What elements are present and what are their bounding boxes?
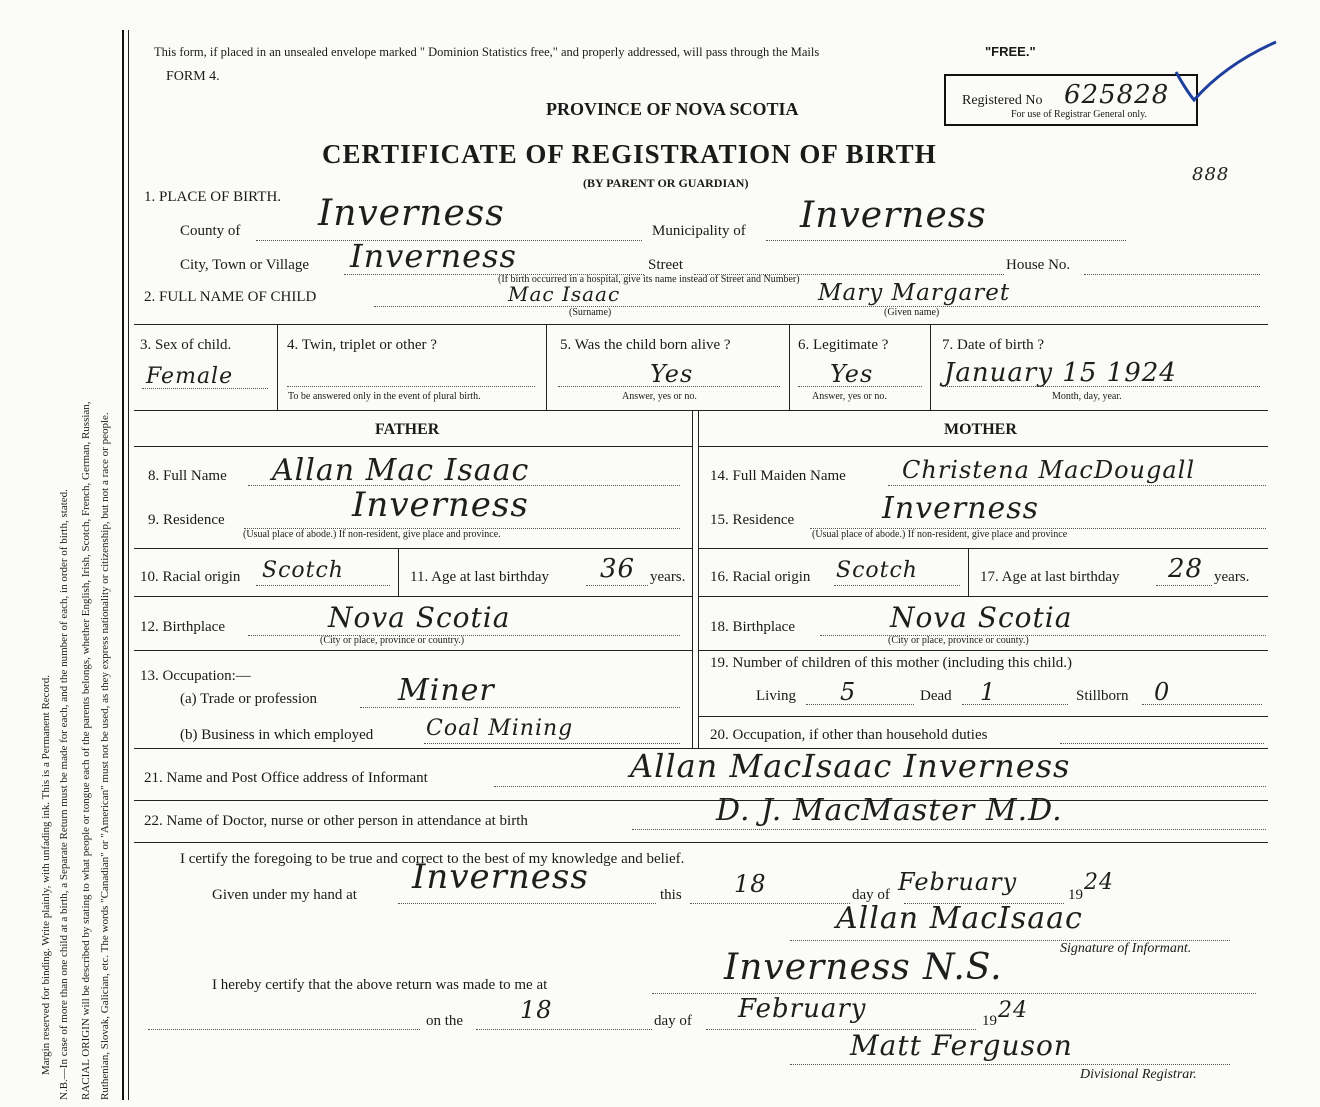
given-day: 18 bbox=[734, 870, 767, 898]
this-label: this bbox=[660, 887, 682, 903]
municipality-label: Municipality of bbox=[652, 223, 746, 239]
city-label: City, Town or Village bbox=[180, 257, 310, 273]
mother-residence: Inverness bbox=[882, 491, 1040, 526]
mother-race-label: 16. Racial origin bbox=[710, 569, 811, 585]
father-res-label: 9. Residence bbox=[148, 512, 225, 528]
registered-number: 625828 bbox=[1064, 80, 1170, 110]
father-birthplace-label: 12. Birthplace bbox=[140, 619, 225, 635]
city-value: Inverness bbox=[350, 237, 517, 275]
given-place: Inverness bbox=[412, 857, 589, 897]
living-value: 5 bbox=[840, 678, 857, 706]
page-title: CERTIFICATE OF REGISTRATION OF BIRTH bbox=[322, 139, 937, 169]
mother-age: 28 bbox=[1168, 554, 1204, 584]
given-year-prefix: 19 bbox=[1068, 887, 1083, 903]
children-label: 19. Number of children of this mother (including this child.) bbox=[710, 655, 1073, 671]
margin-line-1: Margin reserved for binding. Write plainly, with unfading ink. This is a Permanent Record. bbox=[40, 675, 52, 1075]
sex-value: Female bbox=[146, 364, 234, 389]
registrar-day: 18 bbox=[520, 996, 553, 1024]
living-label: Living bbox=[756, 688, 796, 704]
mother-birthplace-label: 18. Birthplace bbox=[710, 619, 795, 635]
father-birthplace-note: (City or place, province or country.) bbox=[320, 635, 465, 646]
corner-mark: 888 bbox=[1192, 164, 1230, 185]
informant-value: Allan MacIsaac Inverness bbox=[630, 747, 1071, 785]
doctor-value: D. J. MacMaster M.D. bbox=[716, 793, 1063, 828]
registered-label: Registered No bbox=[962, 93, 1043, 108]
alive-note: Answer, yes or no. bbox=[622, 391, 697, 402]
given-caption: (Given name) bbox=[884, 307, 940, 318]
legit-note: Answer, yes or no. bbox=[812, 391, 887, 402]
father-res-note: (Usual place of abode.) If non-resident, give place and province. bbox=[243, 529, 501, 540]
father-heading: FATHER bbox=[375, 421, 440, 438]
father-race-label: 10. Racial origin bbox=[140, 569, 241, 585]
registrar-month: February bbox=[738, 994, 867, 1024]
mother-occupation-label: 20. Occupation, if other than household duties bbox=[710, 727, 988, 743]
child-name-label: 2. FULL NAME OF CHILD bbox=[144, 289, 317, 305]
check-mark-icon bbox=[1172, 38, 1282, 108]
house-label: House No. bbox=[1006, 257, 1071, 273]
father-race: Scotch bbox=[262, 558, 344, 583]
father-age: 36 bbox=[600, 554, 636, 584]
registration-box bbox=[944, 74, 1198, 126]
free-label: "FREE." bbox=[985, 44, 1036, 59]
margin-line-4: Ruthenian, Slovak, Galician, etc. The words "Canadian" or "American" must not be used, as they express nationality or citizenship, but not a race or people. bbox=[99, 412, 111, 1100]
father-name-label: 8. Full Name bbox=[148, 468, 227, 484]
mother-name-label: 14. Full Maiden Name bbox=[710, 468, 846, 484]
registrar-note: For use of Registrar General only. bbox=[1011, 109, 1147, 120]
alive-value: Yes bbox=[650, 360, 694, 388]
mother-birthplace: Nova Scotia bbox=[890, 601, 1073, 634]
county-label: County of bbox=[180, 223, 241, 239]
child-surname: Mac Isaac bbox=[508, 282, 621, 306]
stillborn-label: Stillborn bbox=[1076, 688, 1129, 704]
mother-heading: MOTHER bbox=[944, 421, 1017, 438]
business-value: Coal Mining bbox=[426, 716, 574, 741]
father-name: Allan Mac Isaac bbox=[272, 453, 530, 488]
trade-label: (a) Trade or profession bbox=[180, 691, 318, 707]
hospital-note: (If birth occurred in a hospital, give its name instead of Street and Number) bbox=[498, 274, 800, 285]
business-label: (b) Business in which employed bbox=[180, 727, 374, 743]
child-given-name: Mary Margaret bbox=[818, 280, 1011, 306]
sex-label: 3. Sex of child. bbox=[140, 337, 232, 353]
certify-line: I certify the foregoing to be true and correct to the best of my knowledge and belief. bbox=[180, 851, 685, 867]
father-age-label: 11. Age at last birthday bbox=[410, 569, 549, 585]
twin-note: To be answered only in the event of plural birth. bbox=[288, 391, 481, 402]
binding-line bbox=[122, 30, 124, 1100]
registrar-place: Inverness N.S. bbox=[724, 947, 1003, 988]
registrar-signature: Matt Ferguson bbox=[850, 1029, 1073, 1062]
father-years: years. bbox=[650, 569, 686, 585]
margin-line-3: RACIAL ORIGIN will be described by stating to what people or tongue each of the parents belongs, whether English, Irish, Scotch, French, German, Russian, bbox=[80, 401, 92, 1100]
informant-signature-caption: Signature of Informant. bbox=[1060, 941, 1192, 956]
given-under-label: Given under my hand at bbox=[212, 887, 357, 903]
dob-label: 7. Date of birth ? bbox=[942, 337, 1045, 353]
municipality-value: Inverness bbox=[800, 195, 987, 236]
dead-value: 1 bbox=[980, 678, 997, 706]
mother-res-note: (Usual place of abode.) If non-resident, give place and province bbox=[812, 529, 1068, 540]
mother-birthplace-note: (City or place, province or county.) bbox=[888, 635, 1029, 646]
father-birthplace: Nova Scotia bbox=[328, 601, 511, 634]
binding-line-inner bbox=[128, 30, 129, 1100]
mother-res-label: 15. Residence bbox=[710, 512, 795, 528]
dob-note: Month, day, year. bbox=[1052, 391, 1122, 402]
legit-value: Yes bbox=[830, 360, 874, 388]
father-occupation-label: 13. Occupation:— bbox=[140, 668, 251, 684]
province-title: PROVINCE OF NOVA SCOTIA bbox=[546, 99, 799, 119]
stillborn-value: 0 bbox=[1154, 678, 1171, 706]
given-year-suffix: 24 bbox=[1084, 870, 1114, 895]
mother-race: Scotch bbox=[836, 558, 918, 583]
form-number: FORM 4. bbox=[166, 69, 220, 84]
mother-name: Christena MacDougall bbox=[902, 456, 1196, 484]
alive-label: 5. Was the child born alive ? bbox=[560, 337, 731, 353]
registrar-year-prefix: 19 bbox=[982, 1013, 997, 1029]
given-month: February bbox=[898, 868, 1018, 896]
county-value: Inverness bbox=[318, 193, 505, 234]
registrar-line: I hereby certify that the above return was made to me at bbox=[212, 977, 548, 993]
registrar-year-suffix: 24 bbox=[998, 998, 1028, 1023]
twin-label: 4. Twin, triplet or other ? bbox=[287, 337, 437, 353]
legit-label: 6. Legitimate ? bbox=[798, 337, 889, 353]
trade-value: Miner bbox=[398, 673, 495, 708]
mother-age-label: 17. Age at last birthday bbox=[980, 569, 1120, 585]
dead-label: Dead bbox=[920, 688, 952, 704]
informant-signature: Allan MacIsaac bbox=[836, 901, 1083, 936]
postal-note: This form, if placed in an unsealed envelope marked " Dominion Statistics free," and properly addressed, will pass through the Mails bbox=[154, 45, 820, 59]
margin-line-2: N.B.—In case of more than one child at a birth, a Separate Return must be made for each, and the number of each, in order of birth, stated. bbox=[58, 489, 70, 1100]
place-of-birth-label: 1. PLACE OF BIRTH. bbox=[144, 189, 282, 205]
dob-value: January 15 1924 bbox=[944, 358, 1177, 388]
registrar-day-of-label: day of bbox=[654, 1013, 692, 1029]
day-of-label: day of bbox=[852, 887, 890, 903]
registrar-caption: Divisional Registrar. bbox=[1080, 1067, 1197, 1082]
street-label: Street bbox=[648, 257, 683, 273]
surname-caption: (Surname) bbox=[569, 307, 612, 318]
page-subtitle: (BY PARENT OR GUARDIAN) bbox=[583, 176, 749, 190]
informant-label: 21. Name and Post Office address of Informant bbox=[144, 770, 428, 786]
mother-years: years. bbox=[1214, 569, 1250, 585]
on-the-label: on the bbox=[426, 1013, 464, 1029]
doctor-label: 22. Name of Doctor, nurse or other person in attendance at birth bbox=[144, 813, 528, 829]
father-residence: Inverness bbox=[352, 485, 529, 525]
